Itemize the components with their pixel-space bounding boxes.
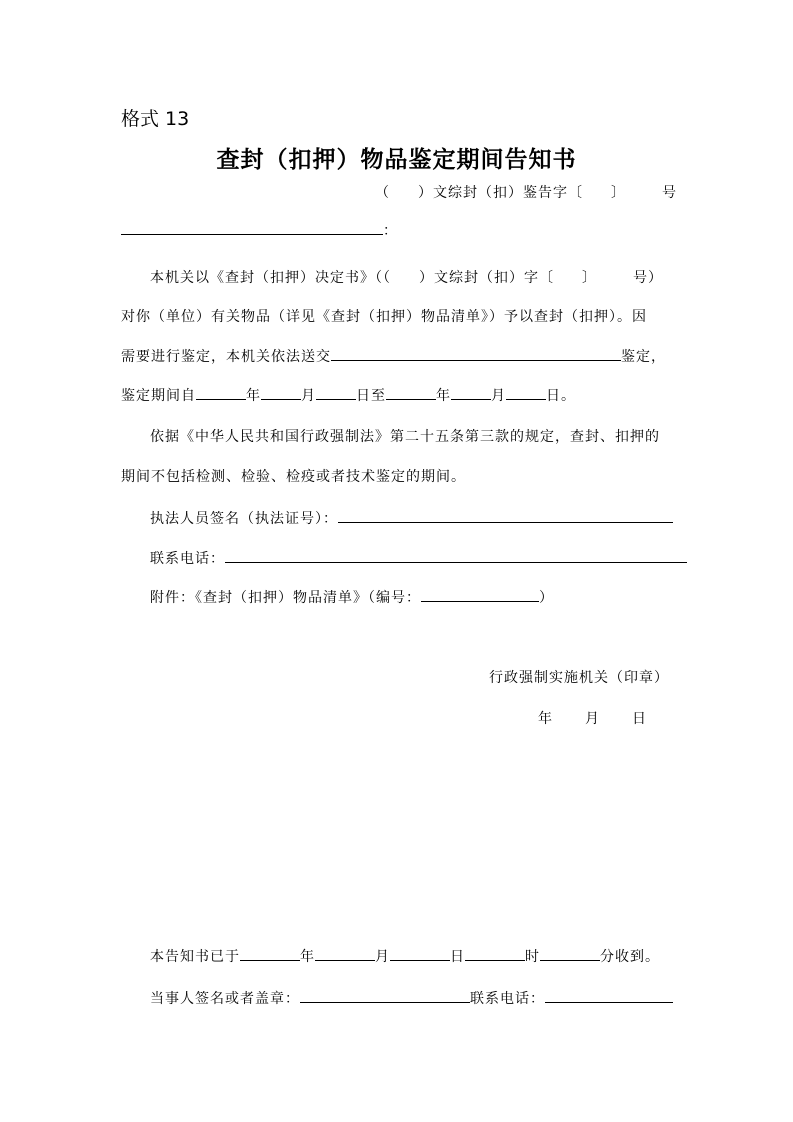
from-year-blank[interactable] bbox=[196, 385, 246, 400]
from-year-label: 年 bbox=[246, 388, 261, 404]
para1-line1-a: 本机关以《查封（扣押）决定书》（（ bbox=[150, 270, 391, 286]
addressee-line bbox=[121, 220, 398, 240]
party-signature-label: 当事人签名或者盖章： bbox=[150, 991, 300, 1007]
attachment-close: ） bbox=[539, 590, 554, 606]
party-phone-blank[interactable] bbox=[545, 988, 673, 1003]
para1-line2: 对你（单位）有关物品（详见《查封（扣押）物品清单》）予以查封（扣押）。因 bbox=[121, 309, 647, 325]
to-day-blank[interactable] bbox=[506, 385, 546, 400]
phone-blank[interactable] bbox=[225, 548, 687, 563]
date-year: 年 bbox=[538, 711, 553, 727]
receipt-minute-blank[interactable] bbox=[540, 946, 600, 961]
receipt-minute-label: 分收到。 bbox=[600, 949, 660, 965]
to-day-label: 日。 bbox=[546, 388, 576, 404]
phone-row bbox=[150, 548, 687, 568]
to-year-label: 年 bbox=[436, 388, 451, 404]
from-month-blank[interactable] bbox=[261, 385, 301, 400]
receipt-year-blank[interactable] bbox=[240, 946, 300, 961]
doc-number-prefix: （ bbox=[375, 185, 390, 201]
para1-line1-b: ）文综封（扣）字〔 bbox=[419, 270, 554, 286]
to-month-label: 月 bbox=[491, 388, 506, 404]
to-month-blank[interactable] bbox=[451, 385, 491, 400]
para1-line3 bbox=[121, 346, 666, 366]
para1-line3-a: 需要进行鉴定，本机关依法送交 bbox=[121, 349, 331, 365]
para1-line4 bbox=[121, 385, 576, 405]
receipt-day-label: 日 bbox=[450, 949, 465, 965]
para1-line1 bbox=[150, 267, 663, 287]
from-month-label: 月 bbox=[301, 388, 316, 404]
appraisal-agency-blank[interactable] bbox=[331, 346, 621, 361]
para1-line1-c: 〕 bbox=[582, 270, 597, 286]
doc-number-suffix: 号 bbox=[662, 185, 677, 201]
phone-label: 联系电话： bbox=[150, 551, 225, 567]
party-signature-row bbox=[150, 988, 673, 1008]
format-label: 格式 13 bbox=[121, 108, 190, 130]
officer-signature-blank[interactable] bbox=[338, 508, 673, 523]
receipt-year-label: 年 bbox=[300, 949, 315, 965]
party-phone-label: 联系电话： bbox=[470, 991, 545, 1007]
attachment-label: 附件：《查封（扣押）物品清单》（编号： bbox=[150, 590, 421, 606]
receipt-hour-blank[interactable] bbox=[465, 946, 525, 961]
receipt-day-blank[interactable] bbox=[390, 946, 450, 961]
doc-number bbox=[375, 182, 677, 202]
attachment-number-blank[interactable] bbox=[421, 587, 539, 602]
receipt-hour-label: 时 bbox=[525, 949, 540, 965]
document-title: 查封（扣押）物品鉴定期间告知书 bbox=[216, 147, 577, 173]
receipt-label: 本告知书已于 bbox=[150, 949, 240, 965]
period-from-label: 鉴定期间自 bbox=[121, 388, 196, 404]
doc-number-part2: 〕 bbox=[611, 185, 626, 201]
para2-line2: 期间不包括检测、检验、检疫或者技术鉴定的期间。 bbox=[121, 469, 466, 485]
date-line bbox=[538, 708, 647, 728]
from-day-blank[interactable] bbox=[316, 385, 356, 400]
date-day: 日 bbox=[632, 711, 647, 727]
addressee-colon: ： bbox=[383, 223, 398, 239]
officer-signature-row bbox=[150, 508, 673, 528]
para1-line3-b: 鉴定， bbox=[621, 349, 666, 365]
receipt-month-label: 月 bbox=[375, 949, 390, 965]
party-signature-blank[interactable] bbox=[300, 988, 470, 1003]
from-day-to-label: 日至 bbox=[356, 388, 386, 404]
receipt-month-blank[interactable] bbox=[315, 946, 375, 961]
attachment-row bbox=[150, 587, 554, 607]
date-month: 月 bbox=[585, 711, 600, 727]
receipt-row bbox=[150, 946, 660, 966]
para1-line1-d: 号） bbox=[633, 270, 663, 286]
to-year-blank[interactable] bbox=[386, 385, 436, 400]
officer-signature-label: 执法人员签名（执法证号）： bbox=[150, 511, 338, 527]
authority-seal: 行政强制实施机关（印章） bbox=[489, 670, 669, 686]
addressee-blank[interactable] bbox=[121, 220, 383, 235]
para2-line1: 依据《中华人民共和国行政强制法》第二十五条第三款的规定，查封、扣押的 bbox=[150, 429, 660, 445]
doc-number-part1: ）文综封（扣）鉴告字〔 bbox=[418, 185, 583, 201]
